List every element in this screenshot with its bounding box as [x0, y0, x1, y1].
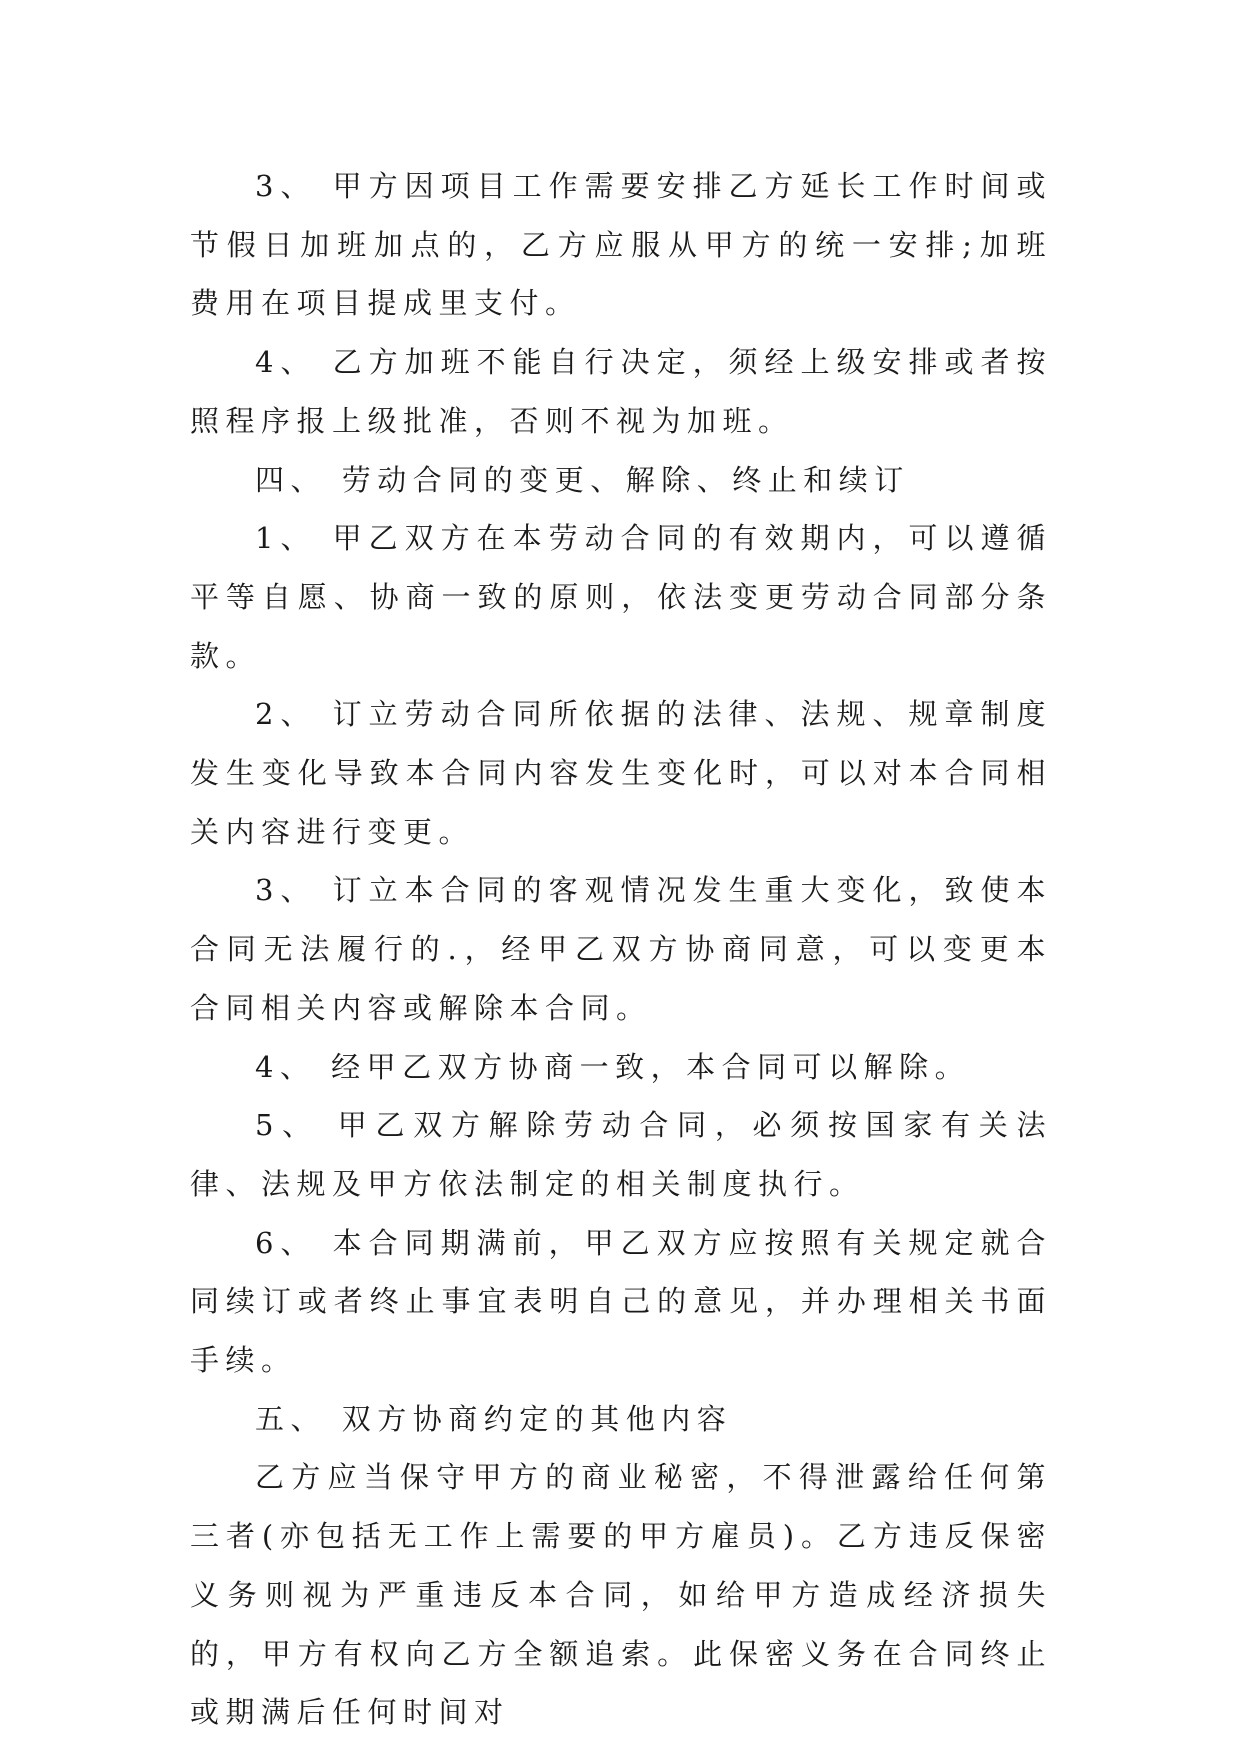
clause-1-contract-change: 1、 甲乙双方在本劳动合同的有效期内，可以遵循平等自愿、协商一致的原则，依法变更劳动合同部分条款。	[190, 521, 1052, 673]
clause-3-circumstance-change: 3、 订立本合同的客观情况发生重大变化，致使本合同无法履行的.，经甲乙双方协商同意，可以变更本合同相关内容或解除本合同。	[190, 873, 1052, 1025]
clause-4-mutual-termination: 4、 经甲乙双方协商一致，本合同可以解除。	[255, 1049, 971, 1084]
section-heading-five: 五、 双方协商约定的其他内容	[255, 1401, 733, 1436]
confidentiality-clause: 乙方应当保守甲方的商业秘密，不得泄露给任何第三者(亦包括无工作上需要的甲方雇员)。乙方违反保密义务则视为严重违反本合同，如给甲方造成经济损失的，甲方有权向乙方全额追索。此保密义务在合同终止或期满后任何时间对	[190, 1460, 1052, 1730]
clause-2-law-change: 2、 订立劳动合同所依据的法律、法规、规章制度发生变化导致本合同内容发生变化时，可以对本合同相关内容进行变更。	[190, 697, 1052, 849]
clause-6-renewal: 6、 本合同期满前，甲乙双方应按照有关规定就合同续订或者终止事宜表明自己的意见，并办理相关书面手续。	[190, 1225, 1052, 1378]
clause-4-overtime-approval: 4、 乙方加班不能自行决定，须经上级安排或者按照程序报上级批准，否则不视为加班。	[190, 345, 1052, 438]
section-heading-four: 四、 劳动合同的变更、解除、终止和续订	[255, 462, 910, 497]
clause-5-termination-rules: 5、 甲乙双方解除劳动合同，必须按国家有关法律、法规及甲方依法制定的相关制度执行。	[190, 1108, 1052, 1201]
document-body	[190, 157, 1052, 1742]
clause-3-overtime-arrangement: 3、 甲方因项目工作需要安排乙方延长工作时间或节假日加班加点的，乙方应服从甲方的统一安排;加班费用在项目提成里支付。	[190, 169, 1052, 321]
